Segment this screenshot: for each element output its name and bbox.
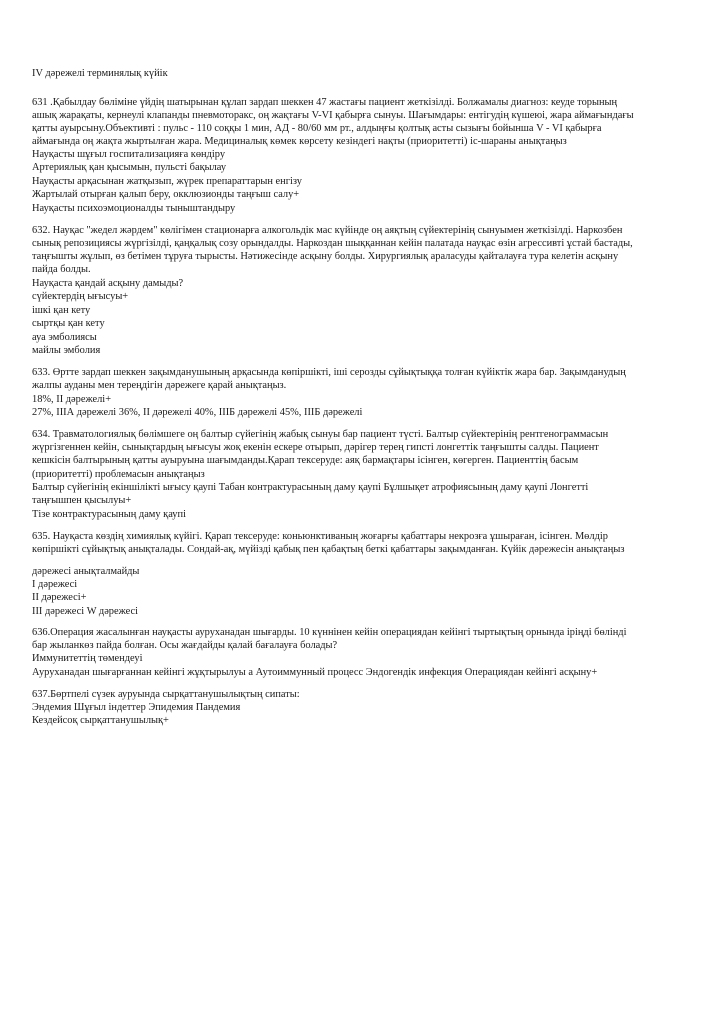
question-text-line: сынық репозициясы жүргізілді, қаңқалық созу орындалды. Наркоздан шыққаннан кейін палатада науқас өзін агрессивті ұстай бастады, xyxy=(32,238,633,249)
answer-option-correct: таңғышпен қысылуы+ xyxy=(32,495,132,506)
answer-option-correct: II дәрежесі+ xyxy=(32,592,87,603)
answer-option: Балтыр сүйегінің екіншілікті ығысу қаупі Табан контрактурасының даму қаупі Бұлшықет атрофиясының даму қаупі Лонгетті xyxy=(32,482,589,493)
question-text-line: пайда болды. xyxy=(32,264,91,275)
section-title: IV дәрежелі терминялық күйік xyxy=(32,68,168,79)
answer-option-correct: сүйектердің ығысуы+ xyxy=(32,291,129,302)
question-text-line: 634. Травматологиялық бөлімшеге оң балтыр сүйегінің жабық сынуы бар пациент түсті. Балтыр сүйектерінің рентгенограммасын xyxy=(32,429,609,440)
answer-option: ауа эмболиясы xyxy=(32,332,97,343)
question-text-line: аймағында оң жақта жыртылған жара. Медициналық көмек көрсету кезіндегі нақты (приоритетті) іс-шараны анықтаңыз xyxy=(32,136,567,147)
answer-option: Науқасты арқасынан жатқызып, жүрек препараттарын енгізу xyxy=(32,176,302,187)
answer-option: майлы эмболия xyxy=(32,345,101,356)
answer-option: 27%, IIIА дәрежелі 36%, II дәрежелі 40%, IIIБ дәрежелі 45%, IIIБ дәрежелі xyxy=(32,407,363,418)
question-text-line: ашық жарақаты, кернеулі клапанды пневмоторакс, оң жақтағы V-VI қабырға сынуы. Шағымдары: ентігудің күшеюі, жара аймағындағы xyxy=(32,110,634,121)
answer-option: III дәрежесі W дәрежесі xyxy=(32,606,139,617)
answer-option: Эндемия Шұғыл індеттер Эпидемия Пандемия xyxy=(32,702,241,713)
answer-option: дәрежесі анықталмайды xyxy=(32,566,140,577)
answer-option-correct: Ауруханадан шығарғаннан кейінгі жұқтырылуы а Аутоиммунный процесс Эндогендік инфекция Операциядан кейінгі асқыну+ xyxy=(32,667,598,678)
question-text-line: 632. Науқас "жедел жәрдем" көлігімен стационарға алкогольдік мас күйінде оң аяқтың сүйектерінің сынуымен жеткізілді. Наркозбен xyxy=(32,225,623,236)
question-text-line: 637.Бөртпелі сүзек ауруында сырқаттанушылықтың сипаты: xyxy=(32,689,300,700)
answer-option: I дәрежесі xyxy=(32,579,78,590)
answer-option: Тізе контрактурасының даму қаупі xyxy=(32,509,186,520)
answer-option-correct: Кездейсоқ сырқаттанушылық+ xyxy=(32,715,169,726)
question-text-line: (приоритетті) проблемасын анықтаңыз xyxy=(32,469,205,480)
answer-option-correct: 18%, II дәрежелі+ xyxy=(32,394,112,405)
question-text-line: жалпы ауданы мен тереңдігін дәрежеге қарай анықтаңыз. xyxy=(32,380,287,391)
question-text-line: 631 .Қабылдау бөліміне үйдің шатырынан құлап зардап шеккен 47 жастағы пациент жеткізілді. Болжамалы диагноз: кеуде торының xyxy=(32,97,618,108)
answer-option: Иммунитеттің төмендеуі xyxy=(32,653,143,664)
question-text-line: көпіршікті сұйықтық анықталады. Сондай-ақ, мүйізді қабық пен қабақтың беткі қабаттары зақымданған. Күйік дәрежесін анықтаңыз xyxy=(32,544,625,555)
answer-option-correct: Жартылай отырған қалып беру, окклюзионды таңғыш салу+ xyxy=(32,189,300,200)
answer-option: Науқасты психоэмоционалды тыныштандыру xyxy=(32,203,236,214)
question-text-line: таңғышты жұлып, өз бетімен тұруға тырысты. Нәтижесінде асқыну болды. Хирургиялық араласуды қайталауға тура келетін асқыну xyxy=(32,251,619,262)
question-text-line: 636.Операция жасалынған науқасты ауруханадан шығарды. 10 күннінен кейін операциядан кейінгі тыртықтың орнында іріңді бөлінді xyxy=(32,627,627,638)
answer-option: Науқасты шұғыл госпитализацияға көндіру xyxy=(32,149,226,160)
question-text-line: қатты ауырсыну.Объективті : пульс - 110 соққы 1 мин, АД - 80/60 мм рт., алдыңғы қолтық асты сызығы бойынша V - VI қабырға xyxy=(32,123,602,134)
question-text-line: кешкісін балтырының қатты ауыруына шағымданды.Қарап тексеруде: аяқ бармақтары ісінген, көгерген. Пациенттің басым xyxy=(32,455,579,466)
question-prompt: Науқаста қандай асқыну дамыды? xyxy=(32,278,184,289)
answer-option: Артериялық қан қысымын, пульсті бақылау xyxy=(32,162,227,173)
answer-option: ішкі қан кету xyxy=(32,305,91,316)
question-text-line: 635. Науқаста көздің химиялық күйігі. Қарап тексеруде: коньюнктиваның жоғарғы қабаттары некрозға ұшыраған, ісінген. Мөлдір xyxy=(32,531,608,542)
question-text-line: жүргізгеннен кейін, сынықтардың ығысуы жоқ екенін ескере отырып, дәрігер терең гипсті лонгеттік таңғышты салды. Пациент xyxy=(32,442,599,453)
question-text-line: бар жыланкөз пайда болған. Осы жағдайды қалай бағалауға болады? xyxy=(32,640,338,651)
answer-option: сыртқы қан кету xyxy=(32,318,105,329)
question-text-line: 633. Өртте зардап шеккен зақымданушының арқасында көпіршікті, іші серозды сұйықтыққа толған күйіктік жара бар. Зақымданудың xyxy=(32,367,626,378)
